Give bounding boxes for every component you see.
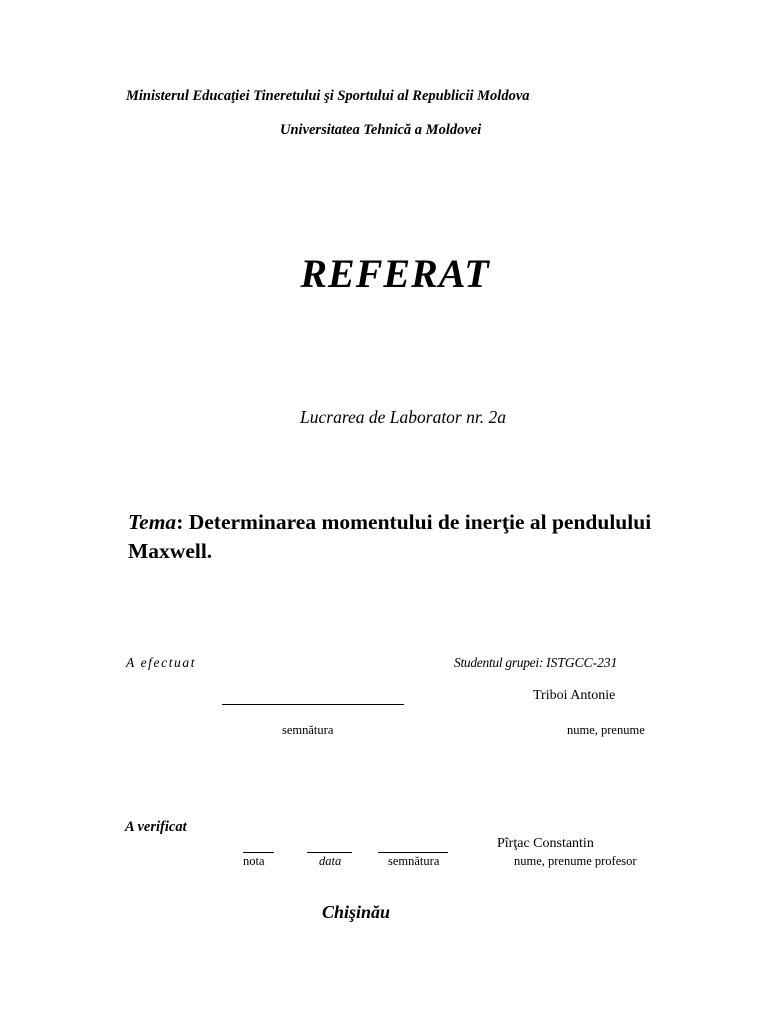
verified-label: A verificat [125, 819, 187, 835]
grade-line [243, 852, 274, 853]
student-group-label: Studentul grupei: [454, 655, 547, 670]
lab-work-label: Lucrarea de Laborator nr. 2a [300, 407, 506, 427]
professor-signature-label: semnătura [388, 854, 440, 868]
ministry-name: Ministerul Educaţiei Tineretului şi Sportului al Republicii Moldova [126, 88, 530, 104]
professor-name: Pîrţac Constantin [497, 836, 594, 851]
date-label: data [319, 854, 342, 868]
document-title: REFERAT [300, 251, 490, 296]
grade-label: nota [243, 854, 265, 868]
student-signature-label: semnătura [282, 723, 334, 737]
professor-signature-line [378, 852, 448, 853]
topic-heading [128, 508, 668, 566]
university-name: Universitatea Tehnică a Moldovei [280, 122, 482, 138]
city-name: Chişinău [322, 902, 391, 922]
performed-label: A efectuat [126, 655, 197, 670]
topic-text: Determinarea momentului de inerţie al pendulului Maxwell. [128, 510, 652, 563]
student-group [454, 655, 617, 671]
student-signature-line [222, 704, 404, 705]
professor-name-label: nume, prenume profesor [514, 854, 637, 868]
topic-label: Tema [128, 510, 177, 534]
student-name-label: nume, prenume [567, 723, 645, 737]
date-line [307, 852, 352, 853]
student-name: Triboi Antonie [533, 688, 616, 703]
topic-colon: : [176, 510, 184, 534]
student-group-value: ISTGCC-231 [546, 655, 618, 670]
